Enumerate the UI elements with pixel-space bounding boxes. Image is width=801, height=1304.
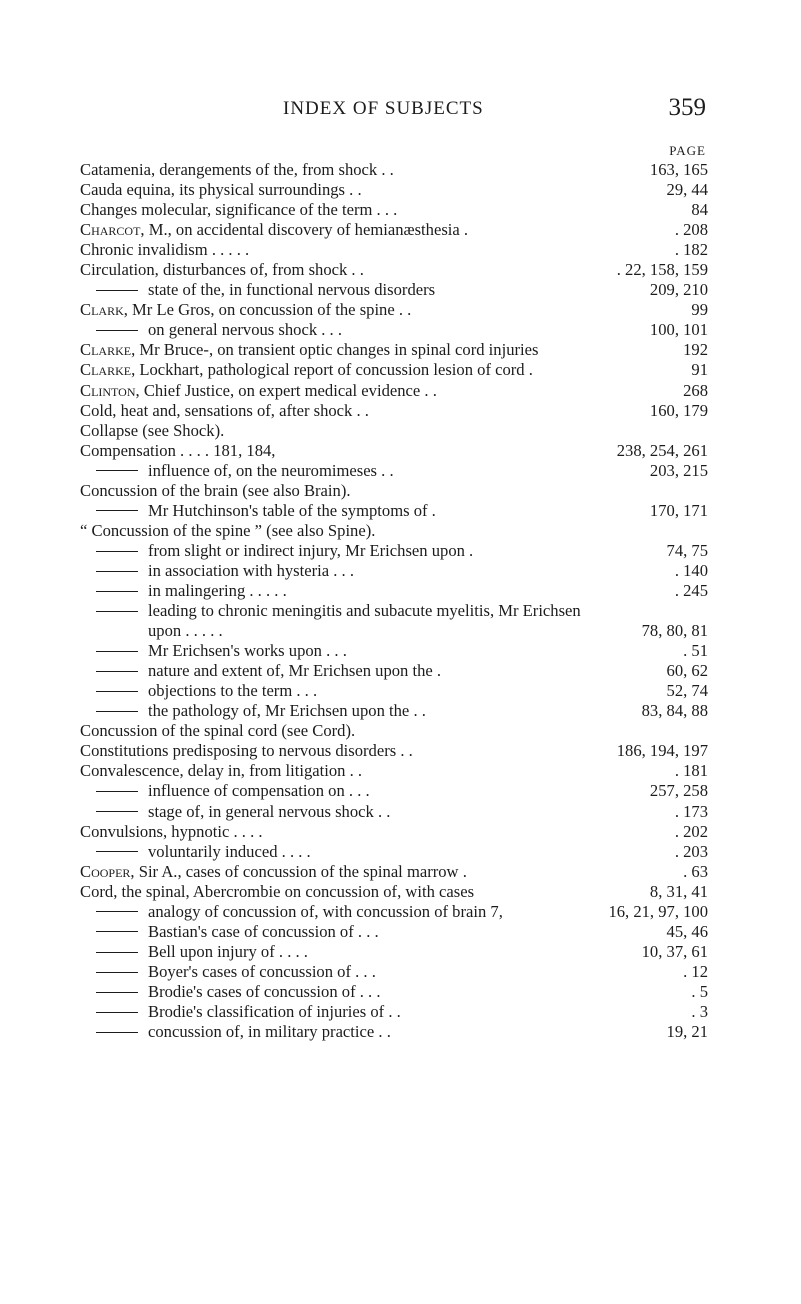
index-entry-body: Brodie's classification of injuries of . .	[148, 1001, 401, 1021]
index-entry-body: Cauda equina, its physical surroundings . .	[80, 180, 362, 200]
index-entry-text	[96, 942, 308, 962]
index-entry-pages: 160, 179	[649, 400, 708, 420]
index-entry	[80, 1002, 708, 1022]
index-entry-text	[80, 741, 413, 761]
index-entry-body: stage of, in general nervous shock . .	[148, 801, 391, 821]
index-entry-pages: 78, 80, 81	[641, 621, 708, 641]
index-entry	[80, 521, 708, 541]
index-entry-body: Constitutions predisposing to nervous disorders . .	[80, 741, 413, 761]
index-entry-pages: 163, 165	[649, 160, 708, 179]
index-entry-text	[80, 441, 275, 461]
ditto-dash	[96, 972, 138, 973]
index-entry-body: Catamenia, derangements of the, from shock . .	[80, 160, 394, 179]
ditto-dash	[96, 791, 138, 792]
index-entry-name: Clarke	[80, 360, 132, 380]
index-entry-pages: . 5	[691, 981, 708, 1001]
ditto-dash	[96, 711, 138, 712]
index-entry-pages: 99	[691, 300, 708, 320]
index-entry-body: state of the, in functional nervous disorders	[148, 280, 436, 300]
index-entry-pages: 84	[691, 200, 708, 220]
index-entry	[80, 401, 708, 421]
index-entry-text	[96, 280, 435, 300]
ditto-dash	[96, 591, 138, 592]
index-entry	[80, 842, 708, 862]
index-entry-body: Chronic invalidism . . . . .	[80, 240, 250, 260]
index-entry	[80, 902, 708, 922]
index-entry	[80, 962, 708, 982]
index-entry	[80, 421, 708, 441]
ditto-dash	[96, 510, 138, 511]
index-entry	[80, 1022, 708, 1042]
index-entry-text	[80, 381, 437, 401]
index-entry-text	[96, 701, 426, 721]
index-entry	[80, 741, 708, 761]
index-entry-pages: . 63	[683, 861, 708, 881]
index-entry-body: Concussion of the spinal cord (see Cord).	[80, 721, 356, 741]
index-entry	[80, 761, 708, 781]
index-entry-body: influence of, on the neuromimeses . .	[148, 460, 394, 480]
index-entry-pages: 203, 215	[649, 460, 708, 480]
index-entry-pages: 16, 21, 97, 100	[608, 901, 708, 921]
index-entry-body: Collapse (see Shock).	[80, 420, 225, 440]
index-entry	[80, 300, 708, 320]
index-entry-body: “ Concussion of the spine ” (see also Spine).	[80, 520, 376, 540]
index-entry	[80, 601, 708, 621]
ditto-dash	[96, 931, 138, 932]
index-entry-body: the pathology of, Mr Erichsen upon the . .	[148, 701, 426, 721]
index-entry-body: influence of compensation on . . .	[148, 781, 370, 801]
index-entry-body: , Lockhart, pathological report of concussion lesion of cord .	[131, 360, 533, 380]
index-entry	[80, 381, 708, 401]
index-entry-body: from slight or indirect injury, Mr Erichsen upon .	[148, 540, 474, 560]
index-entry-body: Mr Hutchinson's table of the symptoms of .	[148, 500, 436, 520]
index-entry-name: Clarke	[80, 340, 132, 360]
index-entry-text	[96, 802, 390, 822]
index-entry-text	[96, 661, 441, 681]
ditto-dash	[96, 290, 138, 291]
index-entry	[80, 501, 708, 521]
index-entry	[80, 220, 708, 240]
index-entry-text	[80, 822, 263, 842]
index-entry-text	[96, 561, 354, 581]
index-entry-text	[80, 421, 224, 441]
ditto-dash	[96, 992, 138, 993]
index-entry	[80, 260, 708, 280]
index-entry-text	[96, 842, 311, 862]
index-entry-pages: . 182	[674, 240, 708, 260]
index-entry-body: voluntarily induced . . . .	[148, 841, 311, 861]
index-entry-pages: 52, 74	[666, 681, 708, 701]
index-entry-body: , Chief Justice, on expert medical evidence . .	[135, 380, 437, 400]
index-entry	[80, 822, 708, 842]
index-entry-text	[96, 641, 347, 661]
index-entry-pages: . 245	[674, 580, 708, 600]
index-entry	[80, 340, 708, 360]
index-entry-text	[96, 1022, 391, 1042]
ditto-dash	[96, 851, 138, 852]
index-entry-pages: . 181	[674, 761, 708, 781]
index-entry-text	[96, 902, 503, 922]
index-entry-body: , Mr Bruce-, on transient optic changes in spinal cord injuries	[131, 340, 539, 360]
index-entry	[80, 461, 708, 481]
index-entry	[80, 280, 708, 300]
index-entry-pages: . 173	[674, 801, 708, 821]
page-column-label: PAGE	[669, 143, 706, 158]
index-entry-text	[96, 681, 317, 701]
index-entry-body: upon . . . . .	[148, 621, 223, 641]
ditto-dash	[96, 811, 138, 812]
index-entry-pages: . 203	[674, 841, 708, 861]
index-entry-text	[80, 180, 362, 200]
ditto-dash	[96, 691, 138, 692]
index-entry-text	[96, 461, 394, 481]
ditto-dash	[96, 1012, 138, 1013]
index-entry	[80, 320, 708, 340]
index-entry-pages: 8, 31, 41	[649, 881, 708, 901]
index-entry	[80, 240, 708, 260]
index-entry-pages: . 202	[674, 821, 708, 841]
index-entry	[80, 180, 708, 200]
index-entry-name: Charcot	[80, 220, 141, 240]
index-entry	[80, 441, 708, 461]
index-entry-pages: . 3	[691, 1001, 708, 1021]
index-entry	[80, 721, 708, 741]
index-entry-text	[96, 601, 581, 621]
index-entry-pages: 83, 84, 88	[641, 701, 708, 721]
index-entry-body: Mr Erichsen's works upon . . .	[148, 641, 347, 661]
index-entry-body: Convalescence, delay in, from litigation . .	[80, 761, 363, 781]
index-entry-text	[80, 882, 474, 902]
index-entry-pages: 19, 21	[666, 1022, 708, 1042]
index-entry	[80, 360, 708, 380]
index-entry-text	[96, 541, 473, 561]
index-entry-body: Boyer's cases of concussion of . . .	[148, 961, 376, 981]
ditto-dash	[96, 330, 138, 331]
index-entry-text	[80, 300, 411, 320]
index-entry-body: in malingering . . . . .	[148, 580, 287, 600]
index-entry-pages: 209, 210	[649, 280, 708, 300]
index-entry-text	[80, 160, 394, 180]
index-entry	[80, 862, 708, 882]
index-entry-pages: . 208	[674, 220, 708, 240]
index-entry-pages: 100, 101	[649, 320, 708, 340]
index-entry-body: Circulation, disturbances of, from shock . .	[80, 260, 364, 280]
index-entry-body: objections to the term . . .	[148, 681, 318, 701]
index-entry-pages: 74, 75	[666, 540, 708, 560]
index-entry-body: analogy of concussion of, with concussion of brain 7,	[148, 901, 503, 921]
index-entry	[80, 701, 708, 721]
index-entry-body: concussion of, in military practice . .	[148, 1022, 391, 1042]
index-entry-text	[80, 260, 364, 280]
index-entry	[80, 541, 708, 561]
index-entry-text	[96, 581, 287, 601]
index-entry	[80, 942, 708, 962]
index-entry-text	[80, 200, 397, 220]
index-entry	[80, 922, 708, 942]
index-entry-text	[80, 862, 467, 882]
index-entry-body: Changes molecular, significance of the term . . .	[80, 200, 398, 220]
index-entry-pages: 60, 62	[666, 661, 708, 681]
index-entry-text	[96, 781, 370, 801]
ditto-dash	[96, 551, 138, 552]
page-header	[0, 94, 801, 138]
index-entry	[80, 160, 708, 180]
index-entry	[80, 581, 708, 601]
index-entry	[80, 621, 708, 641]
index-entry-pages: 257, 258	[649, 781, 708, 801]
index-entry-pages: 29, 44	[666, 180, 708, 200]
index-entry-name: Cooper	[80, 861, 131, 881]
index-entry-pages: . 22, 158, 159	[616, 260, 708, 280]
index-entry-body: Compensation . . . . 181, 184,	[80, 440, 276, 460]
page-number: 359	[668, 94, 706, 121]
index-entry-text	[96, 982, 381, 1002]
index-entry-text	[80, 721, 355, 741]
index-entry-text	[148, 621, 223, 641]
index-entry-pages: 45, 46	[666, 921, 708, 941]
index-entry-text	[80, 360, 533, 380]
index-entry	[80, 641, 708, 661]
index-entry-body: , Mr Le Gros, on concussion of the spine . .	[123, 300, 412, 320]
index-entry-text	[96, 922, 379, 942]
index-entry-body: Cold, heat and, sensations of, after shock . .	[80, 400, 369, 420]
ditto-dash	[96, 611, 138, 612]
index-entry	[80, 661, 708, 681]
index-entry-text	[96, 320, 342, 340]
index-entry-text	[80, 761, 362, 781]
ditto-dash	[96, 651, 138, 652]
index-entry-body: Convulsions, hypnotic . . . .	[80, 821, 263, 841]
index-entry-pages: 238, 254, 261	[616, 440, 708, 460]
ditto-dash	[96, 952, 138, 953]
index-entry-pages: 268	[683, 380, 708, 400]
index-entry-text	[80, 521, 375, 541]
running-title: INDEX OF SUBJECTS	[283, 98, 484, 119]
index-entry-text	[80, 220, 468, 240]
index-entry-text	[96, 962, 376, 982]
index-entry-text	[80, 481, 351, 501]
index-entry-body: Cord, the spinal, Abercrombie on concussion of, with cases	[80, 881, 475, 901]
index-entry	[80, 882, 708, 902]
index-entries	[80, 160, 708, 1042]
ditto-dash	[96, 911, 138, 912]
index-entry-pages: 91	[691, 360, 708, 380]
index-entry-body: , Sir A., cases of concussion of the spinal marrow .	[130, 861, 467, 881]
index-entry	[80, 481, 708, 501]
ditto-dash	[96, 571, 138, 572]
index-entry-body: Bell upon injury of . . . .	[148, 941, 308, 961]
index-entry-text	[80, 240, 249, 260]
index-entry-pages: . 12	[683, 961, 708, 981]
index-entry-name: Clinton	[80, 380, 136, 400]
index-entry	[80, 781, 708, 801]
index-entry-text	[80, 401, 369, 421]
index-entry-body: Brodie's cases of concussion of . . .	[148, 981, 381, 1001]
index-entry-text	[80, 340, 538, 360]
ditto-dash	[96, 470, 138, 471]
ditto-dash	[96, 1032, 138, 1033]
index-entry	[80, 982, 708, 1002]
index-entry	[80, 802, 708, 822]
index-entry-text	[96, 501, 436, 521]
index-entry-pages: 186, 194, 197	[616, 741, 708, 761]
index-entry	[80, 200, 708, 220]
index-entry-text	[96, 1002, 401, 1022]
index-entry-body: on general nervous shock . . .	[148, 320, 343, 340]
index-entry-body: Bastian's case of concussion of . . .	[148, 921, 379, 941]
index-entry-body: Concussion of the brain (see also Brain).	[80, 480, 351, 500]
index-entry	[80, 561, 708, 581]
index-entry-pages: 192	[683, 340, 708, 360]
index-entry-pages: . 140	[674, 560, 708, 580]
index-entry-body: leading to chronic meningitis and subacute myelitis, Mr Erichsen	[148, 601, 581, 621]
index-entry-pages: 170, 171	[649, 500, 708, 520]
index-entry-body: , M., on accidental discovery of hemianæsthesia .	[140, 220, 469, 240]
index-entry	[80, 681, 708, 701]
ditto-dash	[96, 671, 138, 672]
index-entry-body: in association with hysteria . . .	[148, 560, 355, 580]
index-entry-pages: 10, 37, 61	[641, 941, 708, 961]
index-entry-body: nature and extent of, Mr Erichsen upon the .	[148, 661, 442, 681]
index-entry-name: Clark	[80, 300, 124, 320]
index-entry-pages: . 51	[683, 641, 708, 661]
